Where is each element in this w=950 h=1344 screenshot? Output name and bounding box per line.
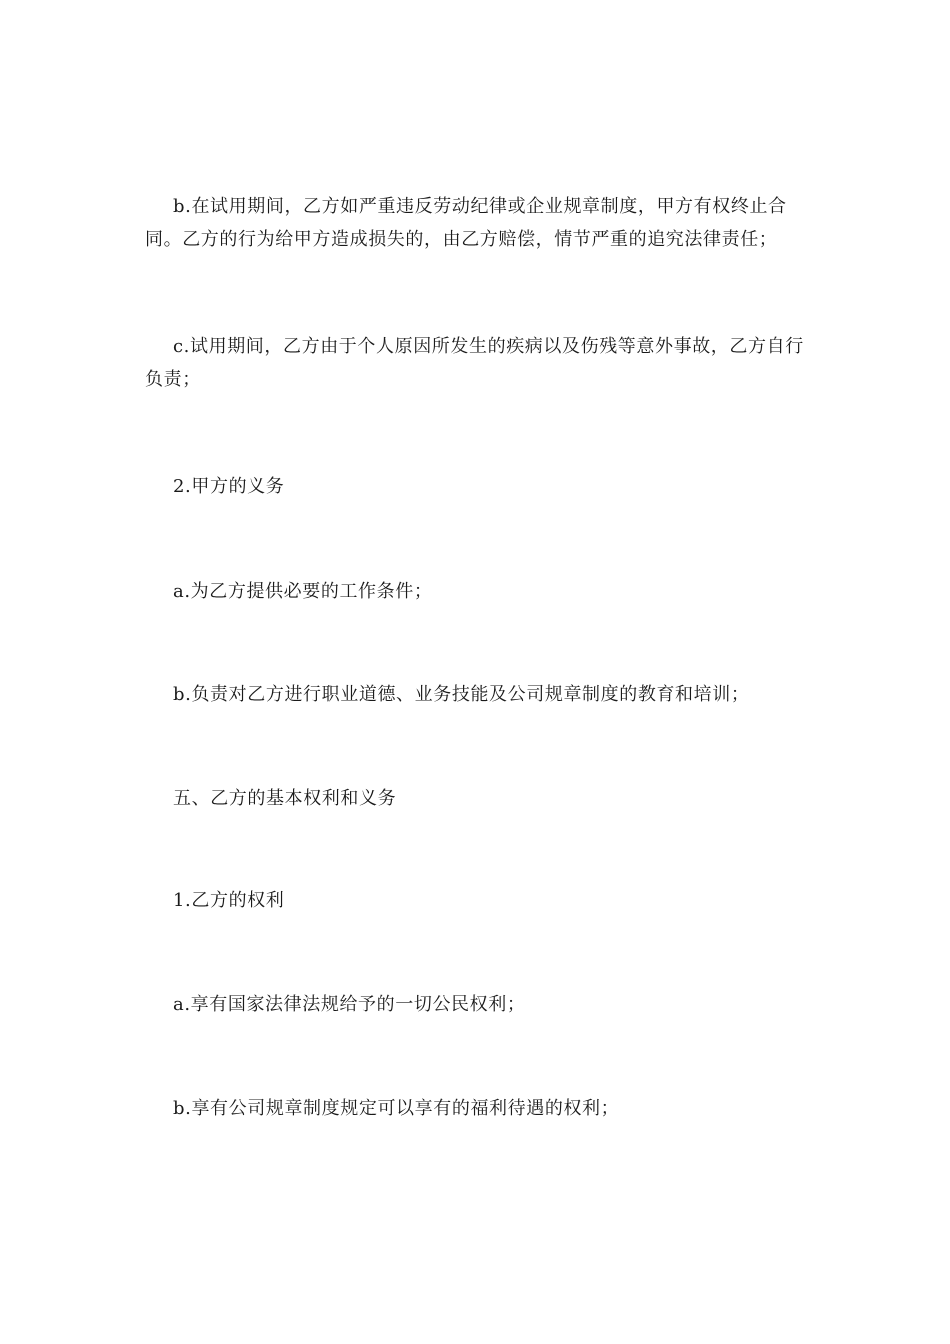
paragraph-probation-accident: c.试用期间，乙方由于个人原因所发生的疾病以及伤残等意外事故，乙方自行负责； (145, 336, 804, 390)
paragraph-probation-termination: b.在试用期间，乙方如严重违反劳动纪律或企业规章制度，甲方有权终止合同。乙方的行为给甲方造成损失的，由乙方赔偿，情节严重的追究法律责任； (145, 196, 787, 250)
paragraph-training: b.负责对乙方进行职业道德、业务技能及公司规章制度的教育和培训； (173, 684, 750, 705)
paragraph-welfare-rights: b.享有公司规章制度规定可以享有的福利待遇的权利； (173, 1098, 620, 1119)
paragraph-work-conditions: a.为乙方提供必要的工作条件； (173, 581, 433, 602)
heading-party-a-obligations: 2.甲方的义务 (173, 476, 285, 497)
heading-party-b-rights: 1.乙方的权利 (173, 890, 285, 911)
paragraph-citizen-rights: a.享有国家法律法规给予的一切公民权利； (173, 994, 526, 1015)
section-heading-party-b-rights-obligations: 五、乙方的基本权利和义务 (173, 788, 397, 809)
